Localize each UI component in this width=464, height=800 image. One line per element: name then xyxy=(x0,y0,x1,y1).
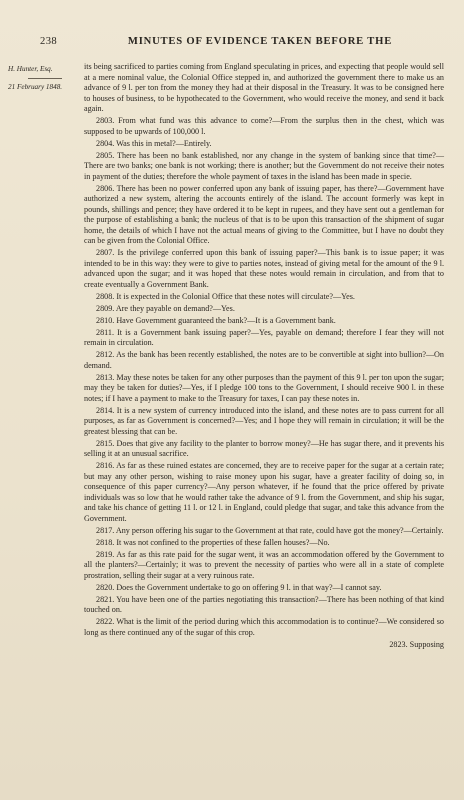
paragraph: 2818. It was not confined to the properties of these fallen houses?—No. xyxy=(96,537,330,547)
margin-date: 21 February 1848. xyxy=(8,83,63,91)
paragraph: 2822. What is the limit of the period during which this accommodation is to continue?—We considered so long as there continued any of the sugar of this crop. xyxy=(84,617,444,637)
page-header xyxy=(40,36,440,47)
paragraph: 2819. As far as this rate paid for the sugar went, it was an accommodation offered by the Government to all the planters?—Certainly; it was to prevent the necessity of parties who were all in a state of complete prostration, selling their sugar at a very ruinous rate. xyxy=(84,549,444,580)
paragraph: 2805. There has been no bank established, nor any change in the system of banking since that time?—There are two banks; one bank is not working; there is another; but the Government do not receive their notes in payment of the duties; therefore the whole payment of taxes in the island has been made in specie. xyxy=(84,150,444,181)
margin-rule xyxy=(28,78,62,79)
paragraph: 2810. Have Government guaranteed the bank?—It is a Government bank. xyxy=(96,315,336,325)
paragraph: 2821. You have been one of the parties negotiating this transaction?—There has been nothing of that kind touched on. xyxy=(84,594,444,614)
evidence-text xyxy=(84,62,444,652)
paragraph: its being sacrificed to parties coming from England speculating in prices, and expecting that people would sell at a mere nominal value, the Colonial Office stepped in, and authorized the government there to make us an advance of 9 l. per ton from the money they had at their disposal in the Treasury. It was to be consigned here to houses of business, to be hypothecated to the Government, who would receive the money, and send it back again. xyxy=(84,62,444,113)
paragraph: 2815. Does that give any facility to the planter to borrow money?—He has sugar there, and it prevents his selling it at an unusual sacrifice. xyxy=(84,438,444,458)
paragraph: 2814. It is a new system of currency introduced into the island, and these notes are to pass current for all purposes, as far as Government is concerned?—Yes; and I hope they will remain in circulation; it will be the greatest blessing that can be. xyxy=(84,405,444,436)
paragraph: 2811. It is a Government bank issuing paper?—Yes, payable on demand; therefore I fear they will not remain in circulation. xyxy=(84,327,444,347)
paragraph: 2809. Are they payable on demand?—Yes. xyxy=(96,303,235,313)
paragraph: 2817. Any person offering his sugar to the Government at that rate, could have got the money?—Certainly. xyxy=(96,525,444,535)
paragraph: 2820. Does the Government undertake to go on offering 9 l. in that way?—I cannot say. xyxy=(96,582,382,592)
paragraph: 2812. As the bank has been recently established, the notes are to be convertible at sight into bullion?—On demand. xyxy=(84,350,444,370)
catchword: 2823. Supposing xyxy=(389,639,444,649)
paragraph: 2803. From what fund was this advance to come?—From the surplus then in the chest, which was supposed to be upwards of 100,000 l. xyxy=(84,116,444,136)
paragraph: 2804. Was this in metal?—Entirely. xyxy=(96,138,212,148)
paragraph: 2816. As far as these ruined estates are concerned, they are to receive paper for the sugar at a certain rate; but may any other person, wishing to raise money upon his sugar, have a greater facility of doing so, in consequence of this paper currency?—Any person whatever, if he found that the price offered by private individuals was so low that he would rather take the advance of 9 l. from the Government, and ship his sugar, and take his chance of getting 11 l. or 12 l. in England, could pledge that sugar, and take this advance from the Government. xyxy=(84,461,444,523)
paragraph: 2806. There has been no power conferred upon any bank of issuing paper, has there?—Government have authorized a new system, altering the accounts entirely of the island. The account formerly was kept in pounds, shillings and pence; they have ordered it to be kept in rupees, and they have sent out a gentleman for the purpose of establishing a bank; the nucleus of that is to be upon this transaction of the shipment of sugar home, the details of which I have not the actual means of giving to the Committee, but I have no doubt they can be given from the Colonial Office. xyxy=(84,183,444,245)
paragraph: 2813. May these notes be taken for any other purposes than the payment of this 9 l. per ton upon the sugar; may they be taken for duties?—Yes, if I pledge 100 tons to the Government, I should receive 900 l. in these notes; if I have a payment to make to the Treasury for taxes, I can pay these notes in. xyxy=(84,372,444,403)
paragraph: 2807. Is the privilege conferred upon this bank of issuing paper?—This bank is to issue paper; it was intended to be in this way: they were to give to parties notes, instead of giving metal for the amount of the 9 l. advanced upon the sugar; and it was hoped that these notes would remain in circulation, and from that to create eventually a Government Bank. xyxy=(84,248,444,289)
page-number: 238 xyxy=(40,36,58,47)
margin-note xyxy=(8,64,82,92)
margin-witness: H. Hunter, Esq. xyxy=(8,65,53,73)
paragraph: 2808. It is expected in the Colonial Office that these notes will circulate?—Yes. xyxy=(96,291,355,301)
running-title: MINUTES OF EVIDENCE TAKEN BEFORE THE xyxy=(127,36,393,47)
